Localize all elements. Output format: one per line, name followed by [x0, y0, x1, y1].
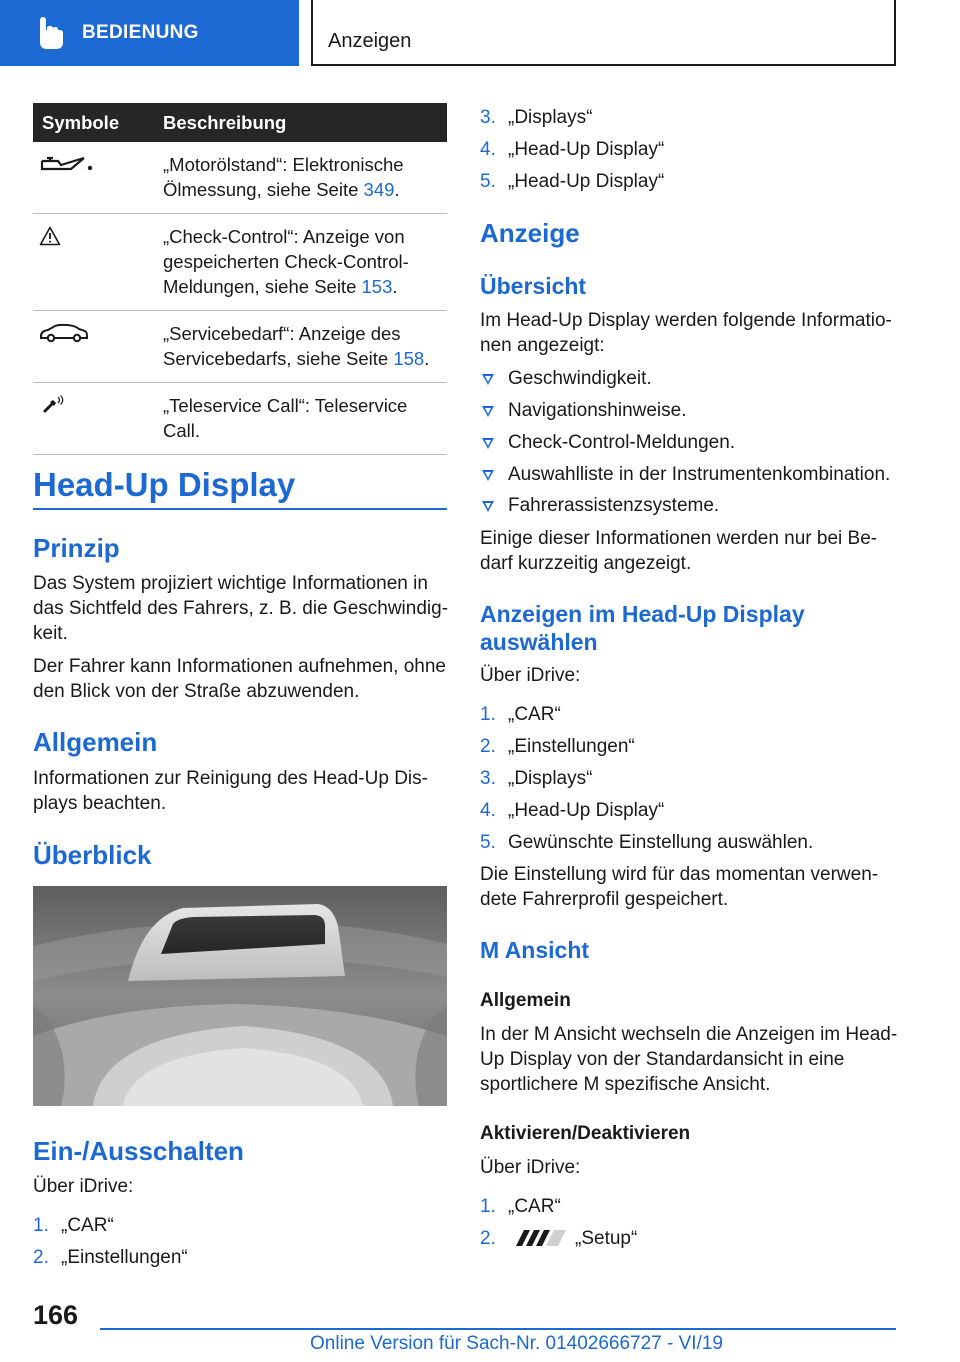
heading-ein-ausschalten: Ein-/Ausschalten: [33, 1136, 244, 1166]
subheading-aktivieren: Aktivieren/Deaktivieren: [480, 1123, 691, 1144]
hand-pointer-icon: [36, 16, 66, 50]
bullet-marker-icon: [482, 501, 494, 512]
warning-triangle-icon: [39, 226, 61, 246]
page-link[interactable]: 158: [393, 348, 425, 369]
row-description: „Motorölstand“: Elektronische Ölmessung, siehe Seite: [163, 154, 404, 200]
paragraph: Über iDrive:: [480, 1157, 581, 1178]
section-title: BEDIENUNG: [82, 22, 199, 43]
paragraph: Das System projiziert wichtige Informationen in das Sichtfeld des Fahrers, z. B. die Geschwindig-keit.: [33, 573, 449, 644]
paragraph: In der M Ansicht wechseln die Anzeigen im Head-Up Display von der Standardansicht in eine sportlichere M spezifische Ansicht.: [480, 1024, 898, 1095]
table-row: „Check-Control“: Anzeige von gespeicherten Check-Control-Meldungen, siehe Seite 153.: [33, 214, 447, 311]
page-link[interactable]: 153: [361, 276, 393, 297]
heading-uebersicht: Übersicht: [480, 273, 587, 299]
col-header-description: Beschreibung: [156, 103, 447, 142]
page-number: 166: [33, 1300, 79, 1330]
title-divider: [33, 508, 447, 510]
heading-m-ansicht: M Ansicht: [480, 937, 590, 963]
footer-online-version: Online Version für Sach-Nr. 01402666727 - VI/19: [310, 1333, 723, 1354]
table-row: „Motorölstand“: Elektronische Ölmessung, siehe Seite 349.: [33, 142, 447, 214]
paragraph: Die Einstellung wird für das momentan verwen-dete Fahrerprofil gespeichert.: [480, 864, 879, 910]
paragraph: Über iDrive:: [33, 1176, 134, 1197]
wrench-call-icon: [39, 395, 69, 415]
bullet-marker-icon: [482, 470, 494, 481]
bullet-marker-icon: [482, 406, 494, 417]
section-tab[interactable]: [0, 0, 299, 66]
oil-can-icon: [39, 154, 95, 176]
table-header-row: [33, 103, 447, 142]
bullet-marker-icon: [482, 374, 494, 385]
m-stripes-icon: [510, 1228, 566, 1248]
heading-ueberblick: Überblick: [33, 840, 152, 870]
heading-anzeige: Anzeige: [480, 218, 580, 248]
paragraph: Der Fahrer kann Informationen aufnehmen, ohne den Blick von der Straße abzuwenden.: [33, 656, 446, 702]
footer-divider: [100, 1328, 896, 1330]
paragraph: Über iDrive:: [480, 665, 581, 686]
subheading-allgemein: Allgemein: [480, 990, 571, 1011]
paragraph: Informationen zur Reinigung des Head-Up Dis-plays beachten.: [33, 768, 428, 814]
paragraph: Im Head-Up Display werden folgende Informatio-nen angezeigt:: [480, 310, 892, 356]
page-title: Head-Up Display: [33, 466, 296, 503]
table-row: [33, 383, 447, 455]
bullet-marker-icon: [482, 438, 494, 449]
head-up-display-photo: [33, 886, 447, 1106]
table-row: „Servicebedarf“: Anzeige des Servicebedarfs, siehe Seite 158.: [33, 311, 447, 383]
symbol-table: [33, 103, 447, 455]
heading-prinzip: Prinzip: [33, 533, 120, 563]
heading-anzeigen-auswaehlen: Anzeigen im Head-Up Display auswählen: [480, 601, 805, 655]
car-service-icon: [39, 323, 89, 343]
row-description: „Check-Control“: Anzeige von gespeicherten Check-Control-Meldungen, siehe Seite: [163, 226, 409, 297]
page-link[interactable]: 349: [363, 179, 395, 200]
chapter-title: Anzeigen: [328, 30, 412, 52]
heading-allgemein: Allgemein: [33, 727, 158, 757]
row-description: „Servicebedarf“: Anzeige des Servicebedarfs, siehe Seite: [163, 323, 401, 369]
col-header-symbol: Symbole: [33, 103, 156, 142]
chapter-header: [311, 0, 896, 66]
row-description: „Teleservice Call“: Teleservice Call.: [163, 395, 408, 441]
paragraph: Einige dieser Informationen werden nur bei Be-darf kurzzeitig angezeigt.: [480, 528, 878, 574]
